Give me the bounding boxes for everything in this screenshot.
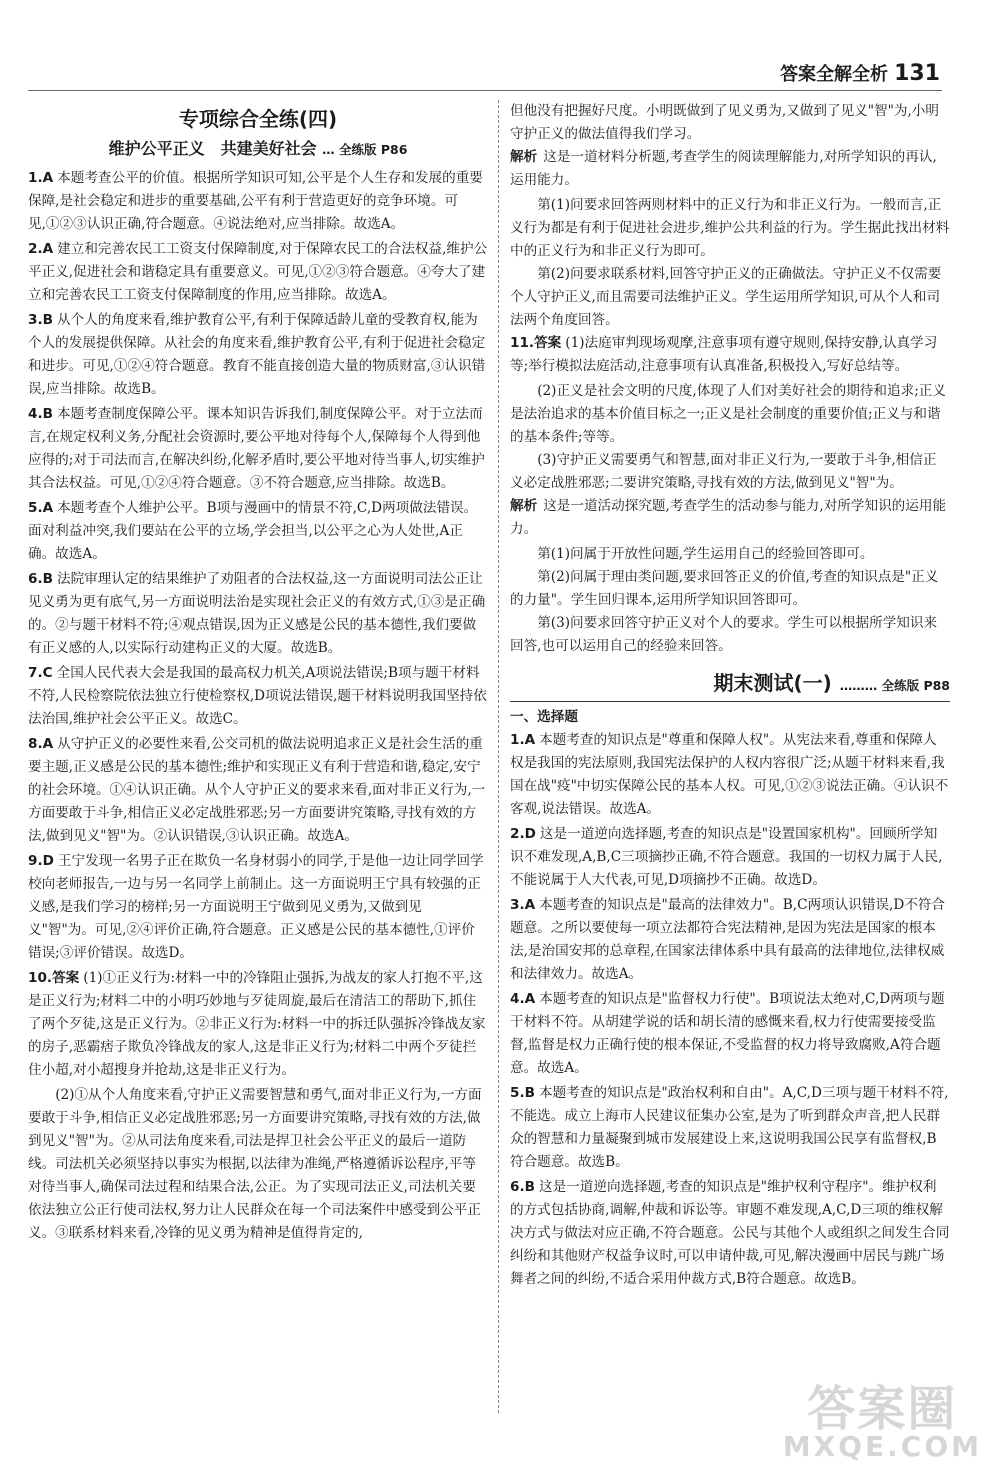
analysis-text: 这是一道活动探究题,考查学生的活动参与能力,对所学知识的运用能力。 xyxy=(510,498,947,537)
answer-item xyxy=(28,662,488,731)
subtitle-text: 维护公平正义 共建美好社会 xyxy=(108,139,317,158)
item-number: 4.A xyxy=(510,991,536,1007)
item-text: 本题考查的知识点是"尊重和保障人权"。从宪法来看,尊重和保障人权是我国的宪法原则,我国宪法保护的人权内容很广泛;从题干材料来看,我国在战"疫"中切实保障公民的基本人权。可见,①②③说法正确。④认识不客观,说法错误。故选A。 xyxy=(510,732,949,817)
answer-item xyxy=(28,403,488,495)
item-number: 11.答案 xyxy=(510,335,562,351)
column-divider xyxy=(498,100,499,1413)
analysis-text: 这是一道材料分析题,考查学生的阅读理解能力,对所学知识的再认,运用能力。 xyxy=(510,149,937,188)
item-text: 建立和完善农民工工资支付保障制度,对于保障农民工的合法权益,维护公平正义,促进社会和谐稳定具有重要意义。可见,①②③符合题意。④夸大了建立和完善农民工工资支付保障制度的作用,应当排除。故选A。 xyxy=(28,241,488,303)
answer-item xyxy=(28,309,488,401)
analysis-paragraph: 第(3)问要求回答守护正义对个人的要求。学生可以根据所学知识来回答,也可以运用自己的经验来回答。 xyxy=(510,615,938,654)
item-number: 7.C xyxy=(28,665,53,681)
item-number: 9.D xyxy=(28,853,54,869)
answer-item xyxy=(28,238,488,307)
answer-item xyxy=(28,850,488,965)
exam-rule xyxy=(510,701,950,702)
analysis-paragraph: 第(2)问属于理由类问题,要求回答正义的价值,考查的知识点是"正义的力量"。学生回归课本,运用所学知识回答即可。 xyxy=(510,569,939,608)
answer-continuation: 但他没有把握好尺度。小明既做到了见义勇为,又做到了见义"智"为,小明守护正义的做法值得我们学习。 xyxy=(510,103,939,142)
analysis-label: 解析 xyxy=(510,498,538,514)
exam-answer-item xyxy=(510,894,950,986)
section-heading: 一、选择题 xyxy=(510,709,578,725)
watermark-line-1: 答案圈 xyxy=(807,1381,958,1437)
analysis-label: 解析 xyxy=(510,149,538,165)
exam-answer-item xyxy=(510,729,950,821)
answer-item xyxy=(28,733,488,848)
item-text: 本题考查制度保障公平。课本知识告诉我们,制度保障公平。对于立法而言,在规定权利义务,分配社会资源时,要公平地对待每个人,保障每个人得到他应得的;对于司法而言,在解决纠纷,化解矛盾时,要公平地对待当事人,切实维护其合法权益。可见,①②④符合题意。③不符合题意,应当排除。故选B。 xyxy=(28,406,485,491)
item-text: 本题考查的知识点是"政治权利和自由"。A,C,D三项与题干材料不符,不能选。成立上海市人民建议征集办公室,是为了听到群众声音,把人民群众的智慧和力量凝聚到城市发展建设上来,这说明我国公民享有监督权,B符合题意。故选B。 xyxy=(510,1085,949,1170)
answer-item-11 xyxy=(510,332,950,378)
exam-answer-item xyxy=(510,1082,950,1174)
item-text: 王宁发现一名男子正在欺负一名身材弱小的同学,于是他一边让同学回学校向老师报告,一边与另一名同学上前制止。这一方面说明王宁具有较强的正义感,是我们学习的榜样;另一方面说明王宁做到见义勇为,又做到见义"智"为。可见,②④评价正确,符合题意。正义感是公民的基本德性,①评价错误;③评价错误。故选D。 xyxy=(28,853,484,961)
analysis-paragraph: 第(2)问要求联系材料,回答守护正义的正确做法。守护正义不仅需要个人守护正义,而且需要司法维护正义。学生运用所学知识,可从个人和司法两个角度回答。 xyxy=(510,266,942,328)
answer-item xyxy=(28,497,488,566)
item-text: 全国人民代表大会是我国的最高权力机关,A项说法错误;B项与题干材料不符,人民检察院依法独立行使检察权,D项说法错误,题干材料说明我国坚持依法治国,维护社会公平正义。故选C。 xyxy=(28,665,487,727)
item-text: (1)法庭审判现场观摩,注意事项有遵守规则,保持安静,认真学习等;举行模拟法庭活动,注意事项有认真准备,积极投入,写好总结等。 xyxy=(510,335,938,374)
watermark-logo xyxy=(782,1381,982,1463)
item-text: 这是一道逆向选择题,考查的知识点是"维护权利守程序"。维护权利的方式包括协商,调解,仲裁和诉讼等。审题不难发现,A,C,D三项的维权解决方式与做法对应正确,不符合题意。公民与其他个人或组织之间发生合同纠纷和其他财产权益争议时,可以申请仲裁,可见,解决漫画中居民与跳广场舞者之间的纠纷,不适合采用仲裁方式,B符合题意。故选B。 xyxy=(510,1179,950,1287)
item-text: 本题考查的知识点是"最高的法律效力"。B,C两项认识错误,D不符合题意。之所以要使每一项立法都符合宪法精神,是因为宪法是国家的根本法,是治国安邦的总章程,在国家法律体系中具有最高的法律地位,法律权威和法律效力。故选A。 xyxy=(510,897,946,982)
item-number: 5.B xyxy=(510,1085,535,1101)
item-number: 3.B xyxy=(28,312,53,328)
exam-answer-item xyxy=(510,988,950,1080)
subtitle-ref: … 全练版 P86 xyxy=(322,142,408,157)
analysis-block xyxy=(510,495,950,541)
answer-paragraph: (2)正义是社会文明的尺度,体现了人们对美好社会的期待和追求;正义是法治追求的基本价值目标之一;正义是社会制度的重要价值;正义与和谐的基本条件;等等。 xyxy=(510,383,946,445)
header-rule xyxy=(28,90,942,91)
item-text: 从守护正义的必要性来看,公交司机的做法说明追求正义是社会生活的重要主题,正义感是公民的基本德性;维护和实现正义有利于营造和谐,稳定,安宁的社会环境。①④认识正确。从个人守护正义的要求来看,面对非正义行为,一方面要敢于斗争,相信正义必定战胜邪恶;另一方面要讲究策略,寻找有效的方法,做到见义"智"为。②认识错误,③认识正确。故选A。 xyxy=(28,736,486,844)
exam-title xyxy=(510,672,950,697)
exam-ref: ……… 全练版 P88 xyxy=(839,678,950,693)
item-number: 5.A xyxy=(28,500,54,516)
section-title: 专项综合全练(四) xyxy=(178,107,338,131)
answer-item-10 xyxy=(28,967,488,1082)
answer-paragraph: (2)①从个人角度来看,守护正义需要智慧和勇气,面对非正义行为,一方面要敢于斗争,相信正义必定战胜邪恶;另一方面要讲究策略,寻找有效的方法,做到见义"智"为。②从司法角度来看,司法是捍卫社会公平正义的最后一道防线。司法机关必须坚持以事实为根据,以法律为准绳,严格遵循诉讼程序,平等对待当事人,确保司法过程和结果合法,公正。为了实现司法正义,司法机关要依法独立公正行使司法权,努力让人民群众在每一个司法案件中感受到公平正义。③联系材料来看,冷锋的见义勇为精神是值得肯定的, xyxy=(28,1087,482,1241)
item-number: 1.A xyxy=(510,732,536,748)
item-number: 10.答案 xyxy=(28,970,80,986)
analysis-paragraph: 第(1)问要求回答两则材料中的正义行为和非正义行为。一般而言,正义行为都是有利于促进社会进步,维护公共利益的行为。学生据此找出材料中的正义行为和非正义行为即可。 xyxy=(510,197,950,259)
answer-item xyxy=(28,568,488,660)
item-text: 本题考查的知识点是"监督权力行使"。B项说法太绝对,C,D两项与题干材料不符。从胡建学说的话和胡长清的感慨来看,权力行使需要接受监督,监督是权力正确行使的根本保证,不受监督的权力将导致腐败,A符合题意。故选A。 xyxy=(510,991,945,1076)
item-number: 1.A xyxy=(28,170,54,186)
item-text: (1)①正义行为:材料一中的冷锋阻止强拆,为战友的家人打抱不平,这是正义行为;材料二中的小明巧妙地与歹徒周旋,最后在清洁工的帮助下,抓住了两个歹徒,这是正义行为。②非正义行为:材料一中的拆迁队强拆冷锋战友家的房子,恶霸痞子欺负冷锋战友的家人,这是非正义行为;材料二中两个歹徒拦住小超,对小超搜身并抢劫,这是非正义行为。 xyxy=(28,970,486,1078)
item-number: 2.A xyxy=(28,241,54,257)
item-text: 法院审理认定的结果维护了劝阻者的合法权益,这一方面说明司法公正让见义勇为更有底气,另一方面说明法治是实现社会正义的有效方式,①③是正确的。②与题干材料不符;④观点错误,因为正义感是公民的基本德性,我们要做有正义感的人,以实际行动建构正义的大厦。故选B。 xyxy=(28,571,486,656)
analysis-block xyxy=(510,146,950,192)
item-number: 4.B xyxy=(28,406,53,422)
item-number: 6.B xyxy=(28,571,53,587)
section-subtitle xyxy=(28,137,488,161)
item-text: 本题考查个人维护公平。B项与漫画中的情景不符,C,D两项做法错误。面对利益冲突,我们要站在公平的立场,学会担当,以公平之心为人处世,A正确。故选A。 xyxy=(28,500,478,562)
watermark-line-2: MXQE.COM xyxy=(782,1430,982,1463)
exam-answer-item xyxy=(510,823,950,892)
item-number: 8.A xyxy=(28,736,54,752)
exam-title-text: 期末测试(一) xyxy=(713,671,832,695)
answer-paragraph: (3)守护正义需要勇气和智慧,面对非正义行为,一要敢于斗争,相信正义必定战胜邪恶;二要讲究策略,寻找有效的方法,做到见义"智"为。 xyxy=(510,452,937,491)
page-header xyxy=(780,60,940,86)
answer-item xyxy=(28,167,488,236)
item-number: 6.B xyxy=(510,1179,535,1195)
item-number: 3.A xyxy=(510,897,536,913)
item-number: 2.D xyxy=(510,826,536,842)
left-column xyxy=(28,100,488,1413)
item-text: 本题考查公平的价值。根据所学知识可知,公平是个人生存和发展的重要保障,是社会稳定和进步的重要基础,公平有利于营造更好的竞争环境。可见,①②③认识正确,符合题意。④说法绝对,应当排除。故选A。 xyxy=(28,170,483,232)
page-number: 131 xyxy=(894,61,940,86)
analysis-paragraph: 第(1)问属于开放性问题,学生运用自己的经验回答即可。 xyxy=(537,546,874,562)
right-column xyxy=(510,100,950,1413)
header-title: 答案全解全析 xyxy=(780,64,889,85)
item-text: 这是一道逆向选择题,考查的知识点是"设置国家机构"。回顾所学知识不难发现,A,B,C三项摘抄正确,不符合题意。我国的一切权力属于人民,不能说属于人大代表,可见,D项摘抄不正确。故选D。 xyxy=(510,826,943,888)
item-text: 从个人的角度来看,维护教育公平,有利于保障适龄儿童的受教育权,能为个人的发展提供保障。从社会的角度来看,维护教育公平,有利于促进社会稳定和进步。可见,①②④符合题意。教育不能直接创造大量的物质财富,③认识错误,应当排除。故选B。 xyxy=(28,312,486,397)
exam-answer-item xyxy=(510,1176,950,1291)
